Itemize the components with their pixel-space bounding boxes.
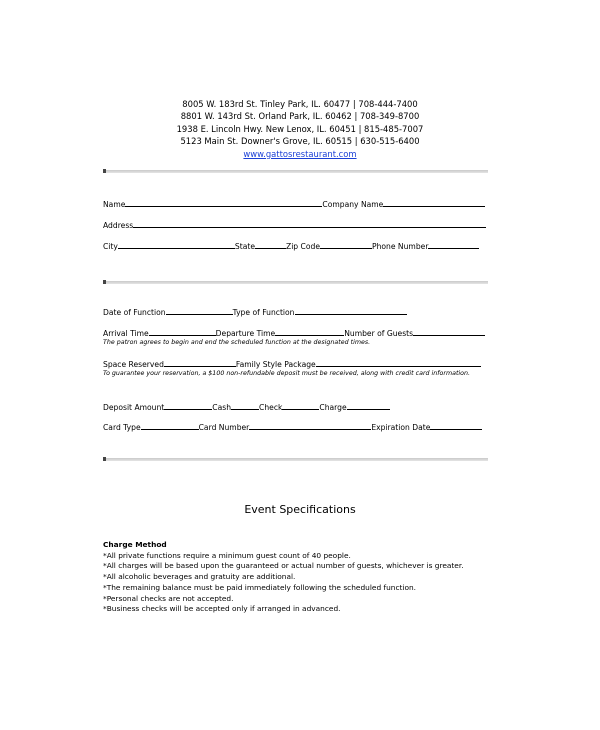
charge-label: Charge (319, 403, 347, 412)
date-of-function-label: Date of Function (103, 308, 166, 317)
date-of-function-field[interactable] (166, 307, 233, 315)
charge-method-section (103, 540, 464, 615)
spec-item: *The remaining balance must be paid immediately following the scheduled function. (103, 582, 417, 592)
phone-number-label: Phone Number (372, 242, 429, 251)
number-of-guests-label: Number of Guests (344, 329, 414, 338)
arrival-time-field[interactable] (149, 328, 216, 336)
expiration-date-field[interactable] (430, 422, 482, 430)
city-label: City (103, 242, 118, 251)
company-name-label: Company Name (322, 200, 384, 209)
deposit-row (103, 402, 390, 413)
state-field[interactable] (255, 241, 286, 249)
zip-code-label: Zip Code (286, 242, 320, 251)
card-type-field[interactable] (141, 422, 199, 430)
deposit-amount-field[interactable] (164, 402, 212, 410)
expiration-date-label: Expiration Date (371, 423, 431, 432)
city-field[interactable] (118, 241, 235, 249)
city-state-row (103, 241, 479, 252)
arrival-time-label: Arrival Time (103, 329, 149, 338)
cash-field[interactable] (231, 402, 259, 410)
type-of-function-label: Type of Function (232, 308, 295, 317)
address-row (103, 220, 486, 231)
card-row (103, 422, 482, 433)
spec-item: *All private functions require a minimum guest count of 40 people. (103, 550, 351, 560)
type-of-function-field[interactable] (295, 307, 407, 315)
family-style-package-label: Family Style Package (235, 360, 316, 369)
section-divider-2 (103, 281, 488, 284)
company-name-field[interactable] (383, 199, 485, 207)
space-reserved-label: Space Reserved (103, 360, 164, 369)
name-company-row (103, 199, 485, 210)
address-line-orland: 8801 W. 143rd St. Orland Park, IL. 60462 | 708-349-8700 (180, 111, 420, 122)
number-of-guests-field[interactable] (413, 328, 485, 336)
deposit-note: To guarantee your reservation, a $100 non-refundable deposit must be received, along with credit card information. (103, 370, 471, 377)
space-reserved-field[interactable] (164, 359, 236, 367)
zip-code-field[interactable] (320, 241, 372, 249)
spec-item: *Personal checks are not accepted. (103, 593, 234, 603)
section-divider-1 (103, 170, 488, 173)
cash-label: Cash (212, 403, 232, 412)
check-label: Check (259, 403, 283, 412)
phone-number-field[interactable] (428, 241, 479, 249)
address-line-new-lenox: 1938 E. Lincoln Hwy. New Lenox, IL. 60451 | 815-485-7007 (176, 123, 424, 134)
section-divider-3 (103, 458, 488, 461)
address-line-tinley: 8005 W. 183rd St. Tinley Park, IL. 60477 | 708-444-7400 (182, 99, 418, 109)
website-link[interactable]: www.gattosrestaurant.com (243, 148, 357, 159)
card-number-label: Card Number (198, 423, 250, 432)
arrival-departure-row (103, 328, 485, 339)
state-label: State (234, 242, 255, 251)
family-style-package-field[interactable] (316, 359, 481, 367)
spec-item: *All alcoholic beverages and gratuity are additional. (103, 572, 296, 582)
deposit-amount-label: Deposit Amount (103, 403, 165, 412)
event-specifications-title: Event Specifications (244, 503, 356, 516)
card-number-field[interactable] (249, 422, 371, 430)
charge-method-heading: Charge Method (103, 540, 167, 549)
date-type-row (103, 307, 407, 318)
name-label: Name (103, 200, 126, 209)
address-label: Address (103, 221, 134, 230)
card-type-label: Card Type (103, 423, 141, 432)
name-field[interactable] (125, 199, 322, 207)
spec-item: *Business checks will be accepted only if arranged in advanced. (103, 604, 341, 614)
check-field[interactable] (282, 402, 319, 410)
space-package-row (103, 359, 481, 370)
time-agreement-note: The patron agrees to begin and end the scheduled function at the designated times. (103, 339, 371, 346)
departure-time-field[interactable] (275, 328, 344, 336)
spec-item: *All charges will be based upon the guaranteed or actual number of guests, whichever is greater. (103, 561, 464, 571)
restaurant-address-block (0, 98, 600, 160)
address-field[interactable] (133, 220, 486, 228)
departure-time-label: Departure Time (215, 329, 276, 338)
charge-field[interactable] (347, 402, 390, 410)
address-line-downers-grove: 5123 Main St. Downer's Grove, IL. 60515 | 630-515-6400 (180, 136, 420, 147)
